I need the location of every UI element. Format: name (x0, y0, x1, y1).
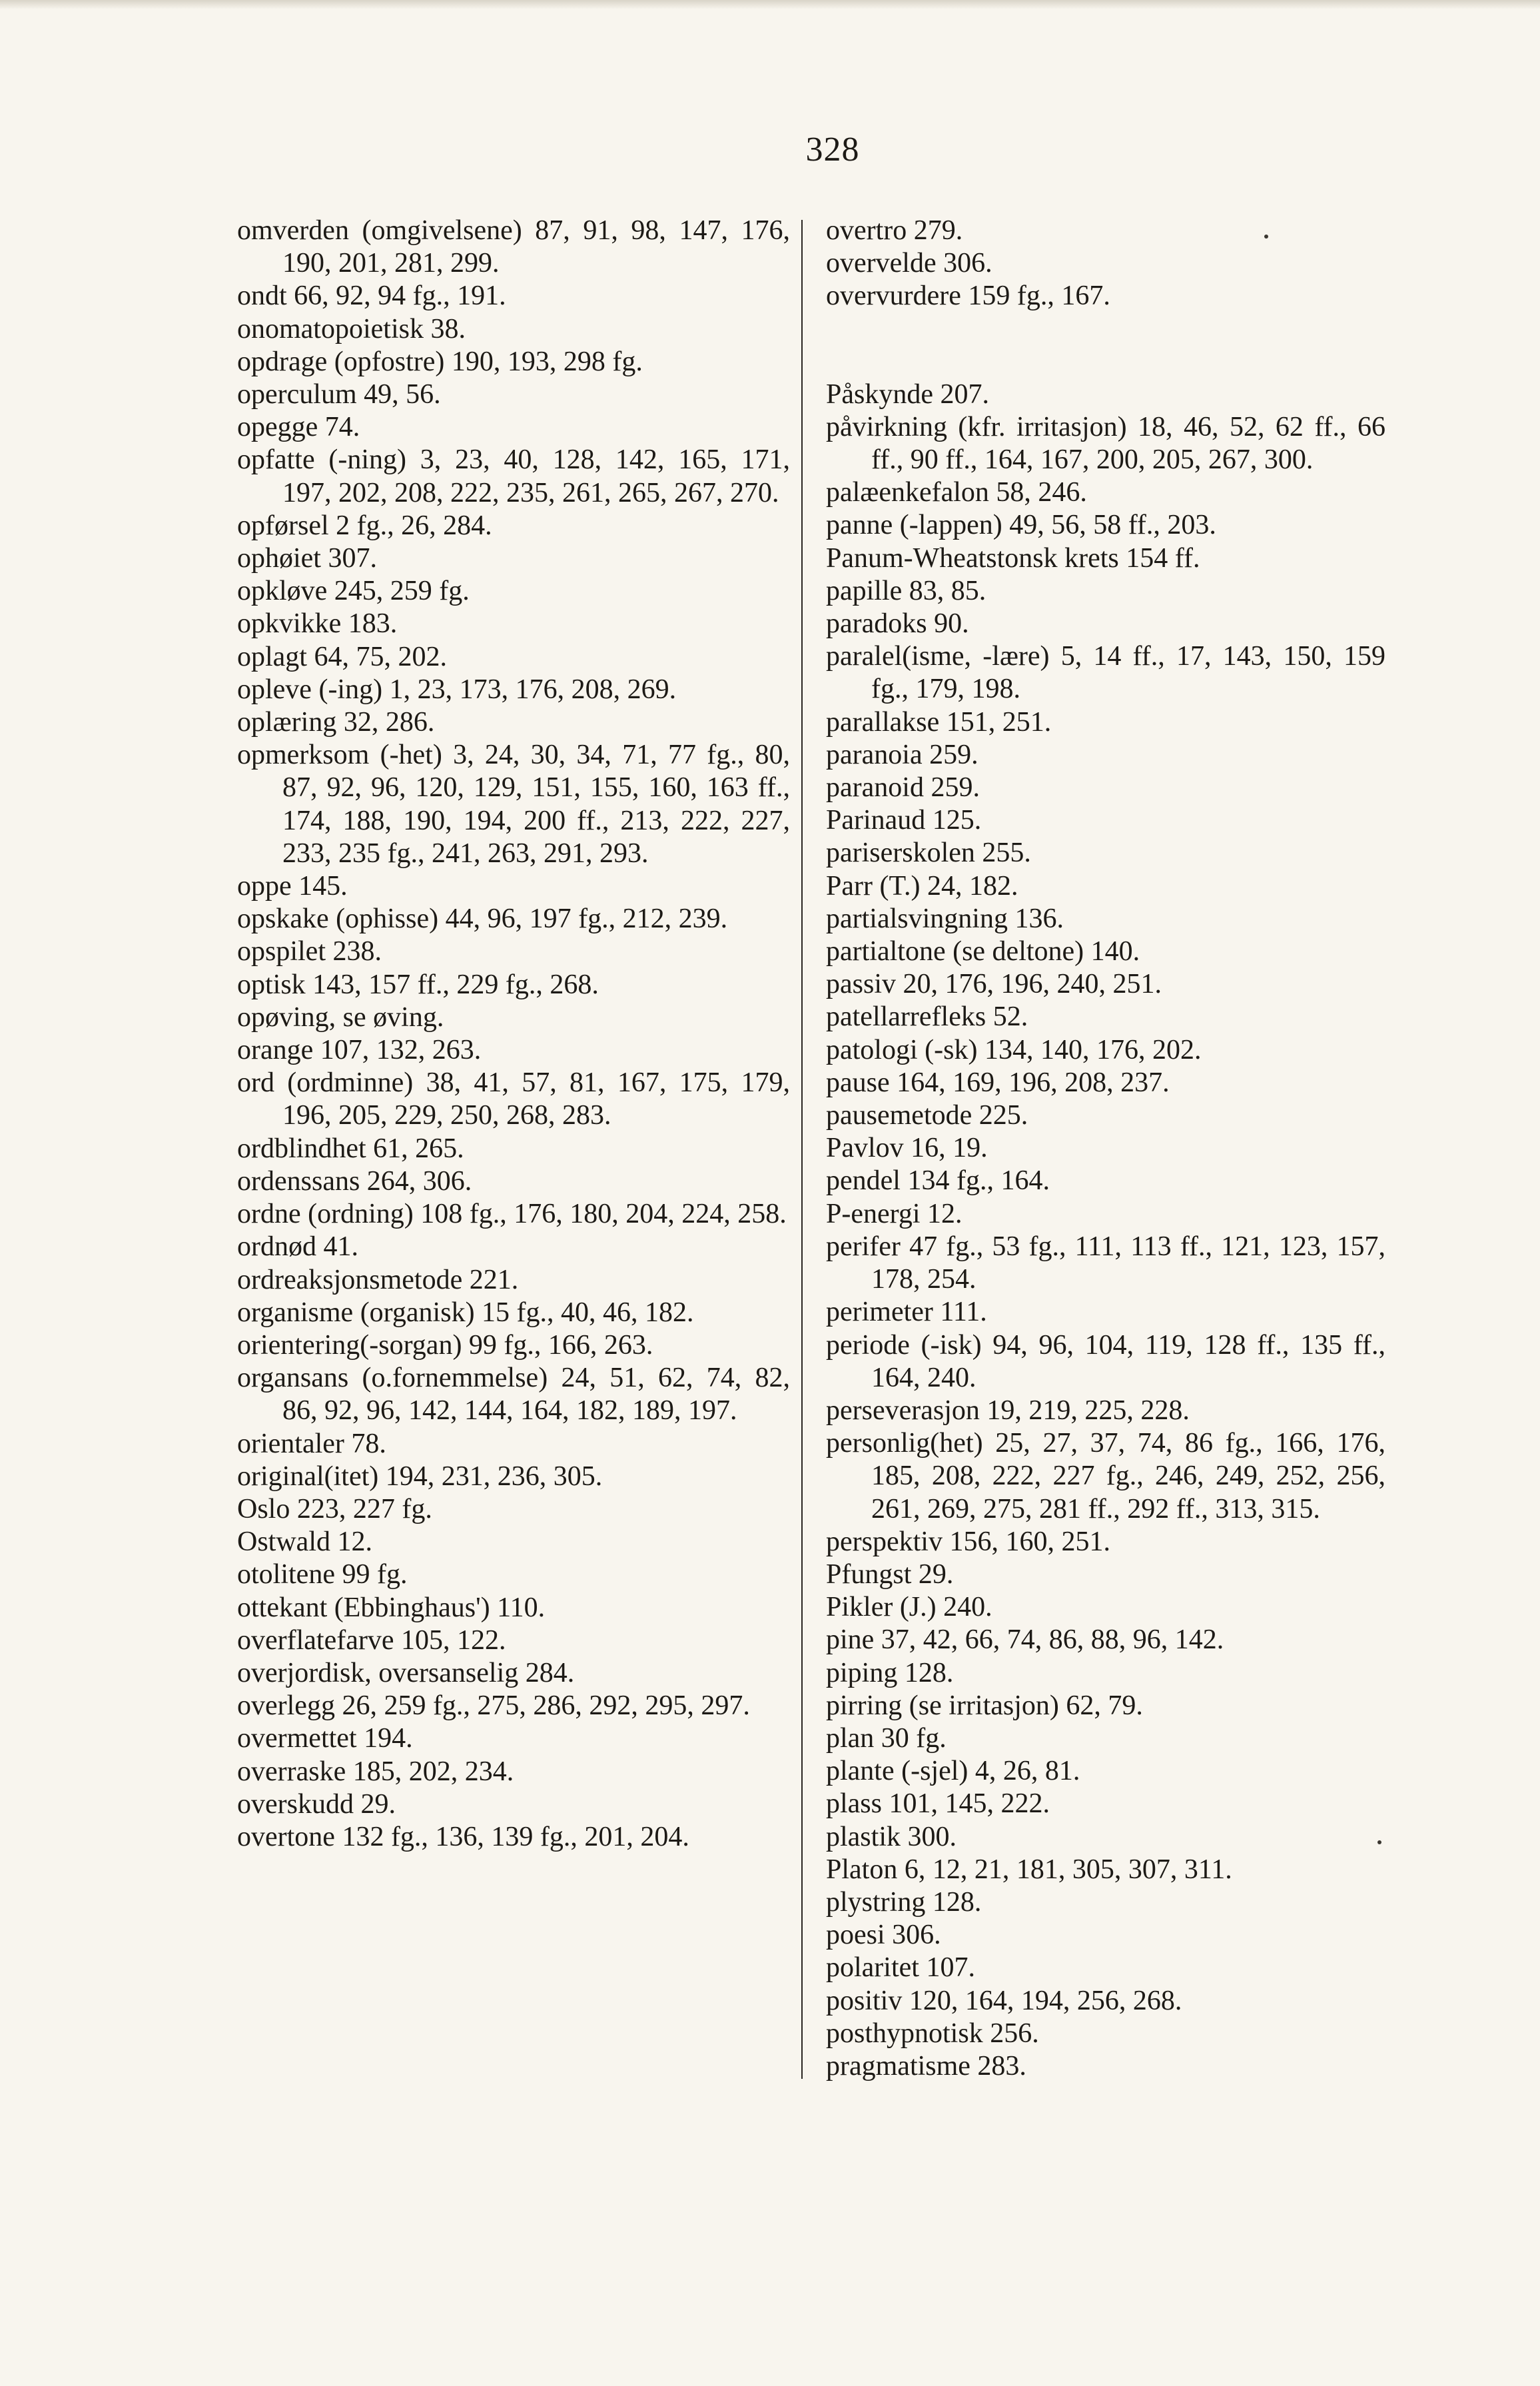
index-entry: plan 30 fg. (826, 1722, 947, 1754)
speck-mark (1264, 235, 1268, 239)
index-entry: perspektiv 156, 160, 251. (826, 1526, 1110, 1557)
index-entry: overtone 132 fg., 136, 139 fg., 201, 204. (237, 1821, 689, 1852)
index-entry: organsans (o.fornemmelse) 24, 51, 62, 74, 82, 86, 92, 96, 142, 144, 164, 182, 189, 197. (237, 1363, 790, 1427)
index-entry: opegge 74. (237, 412, 360, 443)
index-entry: overvelde 306. (826, 248, 992, 279)
index-entry: Pavlov 16, 19. (826, 1133, 988, 1164)
index-entry: pendel 134 fg., 164. (826, 1165, 1050, 1197)
index-entry: ordblindhet 61, 265. (237, 1133, 464, 1164)
index-entry: piping 128. (826, 1657, 954, 1688)
index-entry: Panum-Wheatstonsk krets 154 ff. (826, 542, 1200, 574)
index-entry: pausemetode 225. (826, 1100, 1028, 1131)
index-entry: orientaler 78. (237, 1428, 386, 1459)
index-entry: oplagt 64, 75, 202. (237, 641, 447, 672)
index-entry: Platon 6, 12, 21, 181, 305, 307, 311. (826, 1854, 1232, 1885)
index-entry: opførsel 2 fg., 26, 284. (237, 510, 492, 541)
index-entry: paranoia 259. (826, 739, 978, 770)
index-entry: papille 83, 85. (826, 575, 986, 606)
index-entry: ordne (ordning) 108 fg., 176, 180, 204, 224, 258. (237, 1199, 787, 1230)
index-entry: plastik 300. (826, 1821, 957, 1852)
index-entry: plystring 128. (826, 1886, 982, 1918)
index-entry: otolitene 99 fg. (237, 1559, 408, 1590)
index-entry: partialtone (se deltone) 140. (826, 936, 1140, 967)
index-entry: P-energi 12. (826, 1198, 962, 1229)
index-entry: overjordisk, oversanselig 284. (237, 1657, 575, 1688)
index-entry: opkløve 245, 259 fg. (237, 576, 470, 607)
index-entry: Ostwald 12. (237, 1526, 372, 1558)
index-entry: Parinaud 125. (826, 805, 982, 836)
index-group-o (826, 215, 1385, 313)
index-entry: overtro 279. (826, 215, 963, 246)
index-entry: patologi (-sk) 134, 140, 176, 202. (826, 1034, 1202, 1065)
index-entry: passiv 20, 176, 196, 240, 251. (826, 969, 1162, 1000)
index-entry: pause 164, 169, 196, 208, 237. (826, 1067, 1170, 1098)
index-entry: panne (-lappen) 49, 56, 58 ff., 203. (826, 510, 1216, 541)
index-entry: ondt 66, 92, 94 fg., 191. (237, 281, 506, 312)
index-entry: palæenkefalon 58, 246. (826, 477, 1087, 508)
index-entry: positiv 120, 164, 194, 256, 268. (826, 1985, 1182, 2016)
letter-gap (826, 313, 1385, 378)
index-entry: ordenssans 264, 306. (237, 1165, 472, 1197)
index-entry: parallakse 151, 251. (826, 706, 1052, 738)
index-entry: onomatopoietisk 38. (237, 313, 466, 344)
index-entry: opfatte (-ning) 3, 23, 40, 128, 142, 165, 171, 197, 202, 208, 222, 235, 261, 265, 267, 270. (237, 444, 790, 508)
index-entry: overskudd 29. (237, 1788, 396, 1820)
index-entry: opleve (-ing) 1, 23, 173, 176, 208, 269. (237, 674, 677, 705)
index-entry: opspilet 238. (237, 936, 382, 967)
index-entry: opdrage (opfostre) 190, 193, 298 fg. (237, 346, 643, 377)
index-entry: pirring (se irritasjon) 62, 79. (826, 1690, 1143, 1721)
index-entry: opmerksom (-het) 3, 24, 30, 34, 71, 77 fg., 80, 87, 92, 96, 120, 129, 151, 155, 160, 163 ff., 174, 188, 190, 194, 200 ff., 213, 222, 227, 233, 235 fg., 241, 263, 291, 293. (237, 740, 790, 869)
index-entry: overvurdere 159 fg., 167. (826, 281, 1110, 312)
index-entry: plass 101, 145, 222. (826, 1788, 1050, 1820)
index-entry: Parr (T.) 24, 182. (826, 870, 1018, 901)
index-entry: ottekant (Ebbinghaus') 110. (237, 1592, 546, 1623)
index-entry: optisk 143, 157 ff., 229 fg., 268. (237, 969, 599, 1000)
index-entry: operculum 49, 56. (237, 379, 441, 410)
index-entry: Pikler (J.) 240. (826, 1592, 992, 1623)
page-edge-shadow (0, 0, 1540, 9)
index-entry: orange 107, 132, 263. (237, 1035, 482, 1066)
index-entry: overmettet 194. (237, 1723, 413, 1754)
page-number: 328 (805, 131, 860, 169)
index-entry: paradoks 90. (826, 608, 969, 640)
index-entry: oppe 145. (237, 871, 348, 902)
column-divider (801, 220, 803, 2079)
index-entry: pariserskolen 255. (826, 838, 1031, 869)
index-entry: original(itet) 194, 231, 236, 305. (237, 1461, 603, 1492)
index-group-p (826, 378, 1385, 2084)
index-entry: plante (-sjel) 4, 26, 81. (826, 1756, 1080, 1787)
index-entry: partialsvingning 136. (826, 903, 1064, 934)
index-entry: orientering(-sorgan) 99 fg., 166, 263. (237, 1329, 653, 1361)
speck-mark (1377, 1840, 1381, 1844)
index-entry: paralel(isme, -lære) 5, 14 ff., 17, 143, 150, 159 fg., 179, 198. (826, 641, 1385, 705)
index-entry: ordnød 41. (237, 1231, 358, 1263)
index-entry: perimeter 111. (826, 1297, 987, 1328)
index-entry: Pfungst 29. (826, 1558, 954, 1590)
index-entry: Oslo 223, 227 fg. (237, 1493, 432, 1524)
index-entry: overraske 185, 202, 234. (237, 1756, 514, 1787)
index-entry: pragmatisme 283. (826, 2050, 1026, 2082)
index-entry: ophøiet 307. (237, 543, 377, 574)
index-entry: perseverasjon 19, 219, 225, 228. (826, 1395, 1190, 1426)
index-entry: polaritet 107. (826, 1952, 975, 1984)
index-entry: perifer 47 fg., 53 fg., 111, 113 ff., 121, 123, 157, 178, 254. (826, 1231, 1385, 1295)
index-entry: påvirkning (kfr. irritasjon) 18, 46, 52, 62 ff., 66 ff., 90 ff., 164, 167, 200, 205, 267, 300. (826, 411, 1385, 476)
index-entry: overflatefarve 105, 122. (237, 1624, 506, 1656)
index-entry: opkvikke 183. (237, 608, 398, 640)
index-entry: organisme (organisk) 15 fg., 40, 46, 182. (237, 1297, 694, 1328)
index-entry: poesi 306. (826, 1920, 941, 1951)
index-entry: Påskynde 207. (826, 378, 989, 410)
index-column-left (237, 215, 790, 1854)
index-entry: posthypnotisk 256. (826, 2018, 1039, 2049)
index-entry: patellarrefleks 52. (826, 1001, 1028, 1033)
index-entry: overlegg 26, 259 fg., 275, 286, 292, 295, 297. (237, 1690, 750, 1722)
index-column-right (826, 215, 1385, 2083)
index-entry: opøving, se øving. (237, 1001, 444, 1033)
index-entry: ord (ordminne) 38, 41, 57, 81, 167, 175, 179, 196, 205, 229, 250, 268, 283. (237, 1067, 790, 1131)
index-entry: oplæring 32, 286. (237, 707, 435, 738)
index-entry: pine 37, 42, 66, 74, 86, 88, 96, 142. (826, 1624, 1224, 1656)
index-entry: personlig(het) 25, 27, 37, 74, 86 fg., 166, 176, 185, 208, 222, 227 fg., 246, 249, 252, 256, 261, 269, 275, 281 ff., 292 ff., 313, 315. (826, 1428, 1385, 1524)
index-entry: periode (-isk) 94, 96, 104, 119, 128 ff., 135 ff., 164, 240. (826, 1329, 1385, 1393)
index-entry: ordreaksjonsmetode 221. (237, 1264, 519, 1295)
index-entry: omverden (omgivelsene) 87, 91, 98, 147, 176, 190, 201, 281, 299. (237, 215, 790, 279)
index-entry: opskake (ophisse) 44, 96, 197 fg., 212, 239. (237, 903, 728, 935)
index-entry: paranoid 259. (826, 772, 980, 804)
